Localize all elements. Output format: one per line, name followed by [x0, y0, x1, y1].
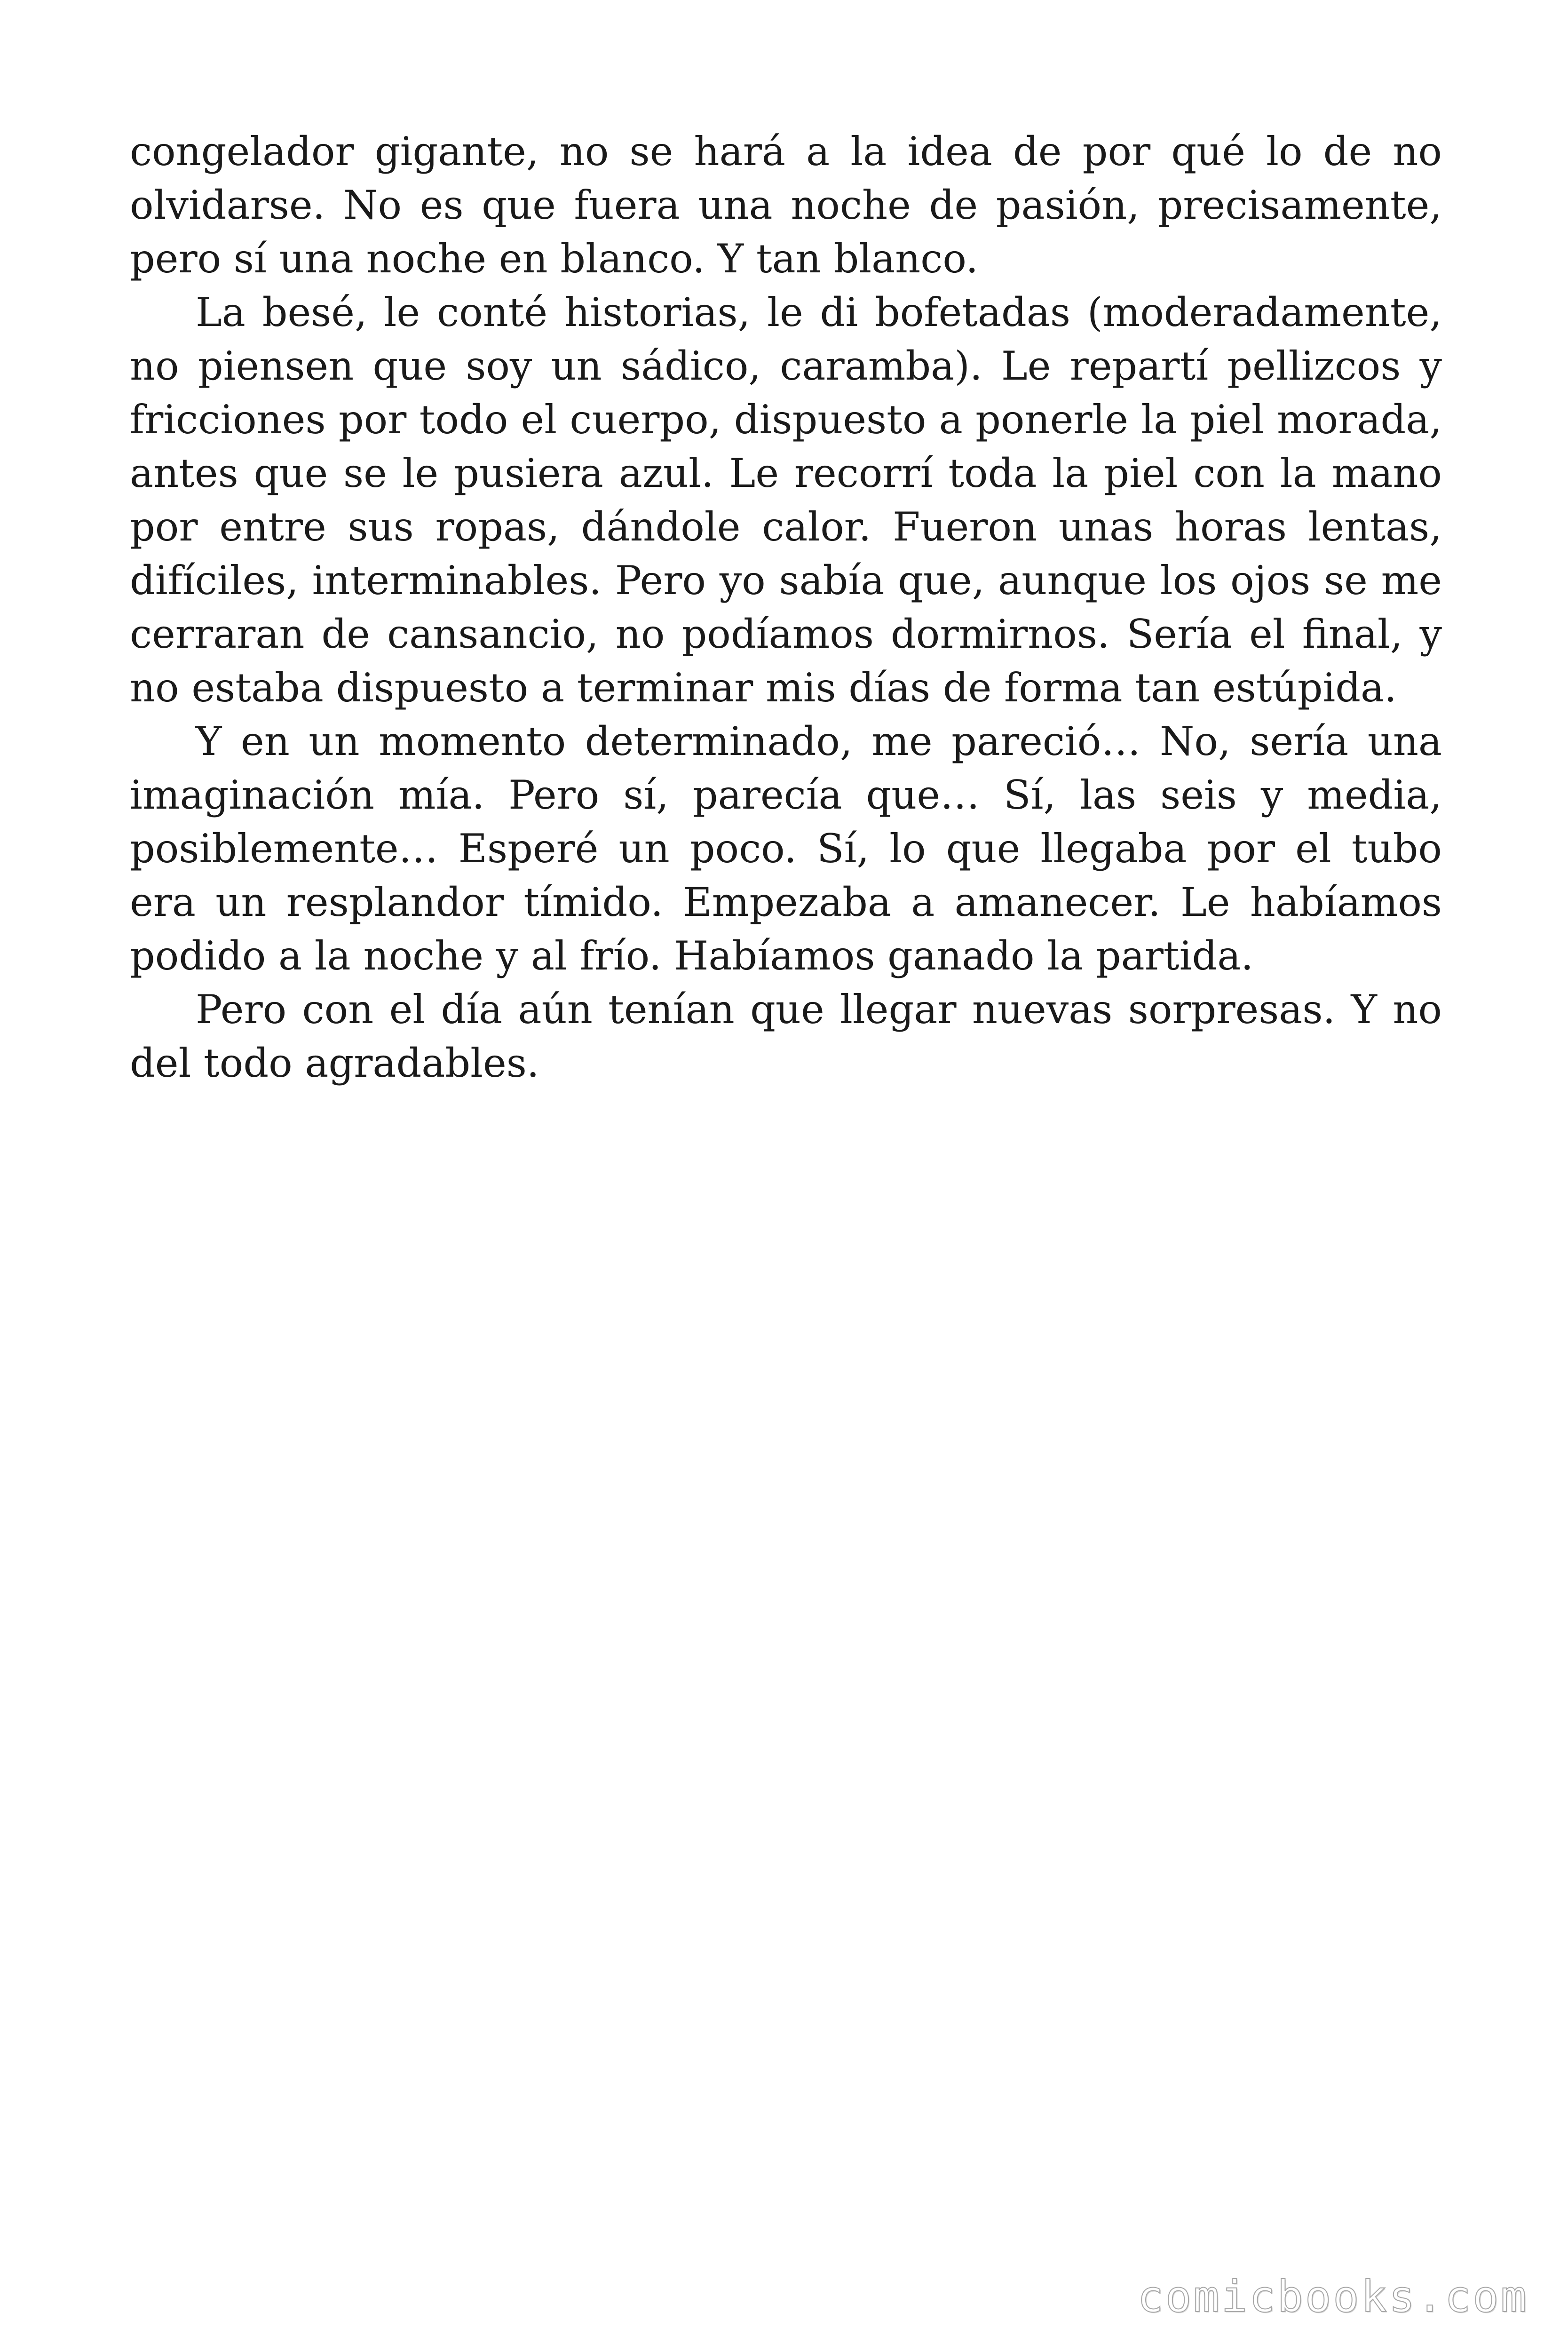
paragraph-2: La besé, le conté historias, le di bofetadas (moderadamente, no piensen que soy un sádico, caramba). Le repartí pellizcos y fricciones por todo el cuerpo, dispuesto a ponerle la piel morada, antes que se le pusiera azul. Le recorrí toda la piel con la mano por entre sus ropas, dándole calor. Fueron unas horas lentas, difíciles, interminables. Pero yo sabía que, aunque los ojos se me cerraran de cansancio, no podíamos dormirnos. Sería el final, y no estaba dispuesto a terminar mis días de forma tan estúpida. — [130, 289, 1442, 711]
paragraph-1: congelador gigante, no se hará a la idea de por qué lo de no olvidarse. No es que fuera una noche de pasión, precisamente, pero sí una noche en blanco. Y tan blanco. — [130, 128, 1442, 282]
paragraph-4: Pero con el día aún tenían que llegar nuevas sorpresas. Y no del todo agradables. — [130, 986, 1442, 1086]
body-text — [130, 125, 1442, 1090]
paragraph-3: Y en un momento determinado, me pareció… No, sería una imaginación mía. Pero sí, parecía que… Sí, las seis y media, posiblemente… Esperé un poco. Sí, lo que llegaba por el tubo era un resplandor tímido. Empezaba a amanecer. Le habíamos podido a la noche y al frío. Habíamos ganado la partida. — [130, 718, 1442, 979]
watermark: comicbooks.com — [1137, 2272, 1528, 2322]
